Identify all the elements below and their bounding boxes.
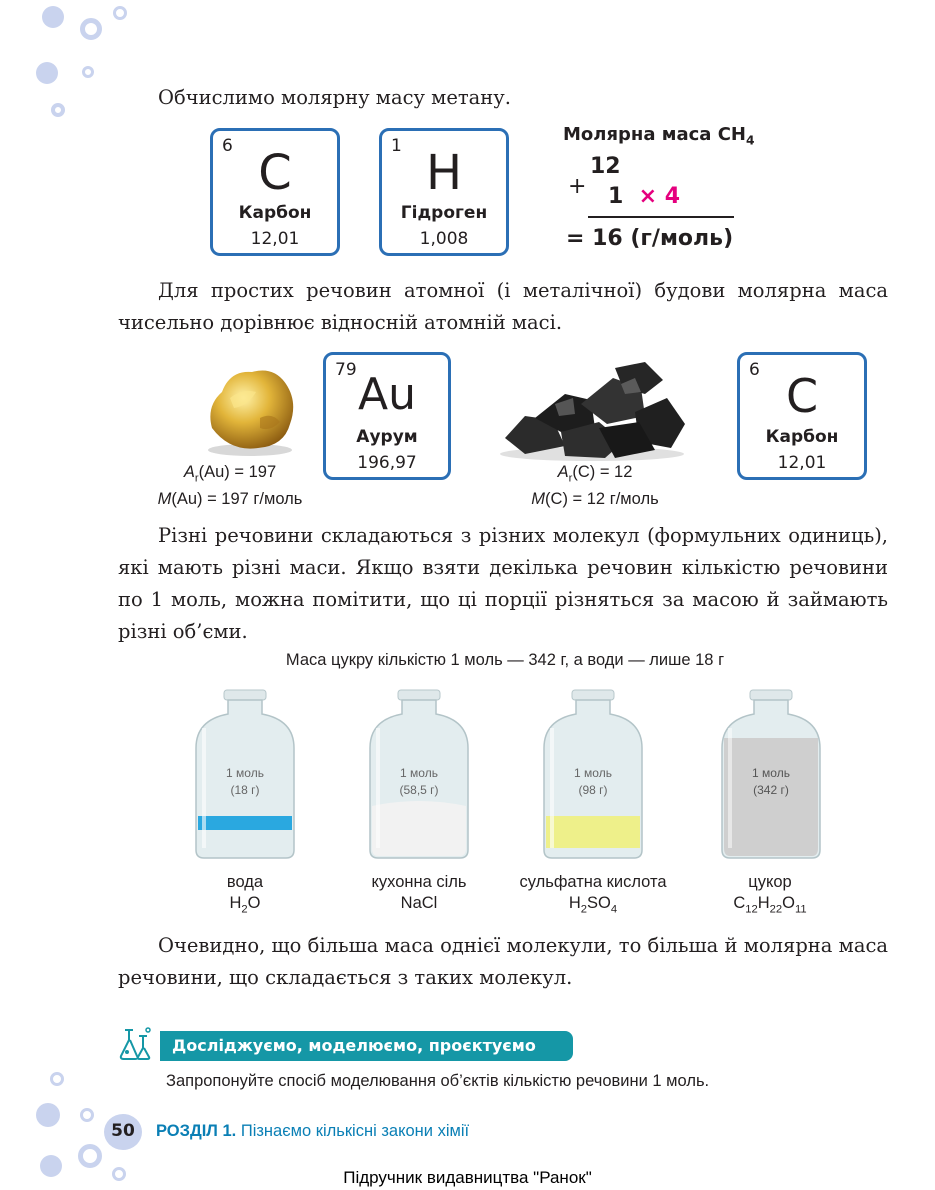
intro-text: Обчислимо молярну масу метану. [158, 86, 511, 109]
gold-relative-mass: $A_r(Au) = 197$ [183, 463, 277, 485]
element-name: Гідроген [400, 203, 488, 223]
gold-nugget-image [200, 358, 300, 458]
dot [82, 66, 94, 78]
substance-name: вода [226, 873, 264, 891]
element-symbol: C [258, 145, 292, 201]
gold-caption [130, 462, 330, 510]
bottle-sugar-label-bottom: (342 г) [753, 783, 789, 797]
bottle-salt-label-top: 1 моль [400, 766, 438, 780]
section-footer [156, 1122, 469, 1141]
carbon-relative-mass: $A_r(C) = 12$ [557, 463, 633, 485]
page-number-badge [104, 1114, 142, 1150]
bottle-caption-salt [334, 872, 504, 914]
research-banner-title: Досліджуємо, моделюємо, проєктуємо [172, 1036, 536, 1055]
element-symbol: Au [358, 369, 416, 420]
dot [80, 1108, 94, 1122]
bottle-caption-water [170, 872, 320, 920]
bottle-acid-label-top: 1 моль [574, 766, 612, 780]
dot [36, 1103, 60, 1127]
substance-formula: $H_2O$ [229, 894, 261, 916]
element-tile-hydrogen [379, 128, 509, 256]
dot [113, 6, 127, 20]
substance-formula: $H_2SO_4$ [568, 894, 618, 916]
dot [50, 1072, 64, 1086]
atomic-number: 6 [222, 136, 233, 156]
atomic-number: 1 [391, 136, 402, 156]
substance-name: сульфатна кислота [519, 873, 667, 891]
carbon-molar-mass: M(C) = 12 г/моль [531, 490, 659, 509]
element-name: Карбон [765, 427, 839, 447]
element-symbol: H [425, 145, 463, 201]
element-name: Аурум [356, 427, 418, 447]
sum-line [588, 216, 734, 218]
bottle-acid-label-bottom: (98 г) [578, 783, 608, 797]
substance-name: цукор [748, 873, 792, 891]
bottle-water-label-top: 1 моль [226, 766, 264, 780]
molar-mass-result: = 16 (г/моль) [566, 226, 734, 251]
paragraph-different-substances: Різні речовини складаються з різних молекул (формульних одиниць), які мають різні маси. Якщо взяти декілька речовин кількістю речовини по 1 моль, можна помітити, що ці порції різняться за масою й займають різні об’єми. [118, 524, 888, 643]
bottle-sugar-label-top: 1 моль [752, 766, 790, 780]
atomic-number: 6 [749, 360, 760, 380]
substance-formula: $C_{12}H_{22}O_{11}$ [733, 894, 807, 916]
section-label: РОЗДІЛ 1. [156, 1122, 237, 1140]
research-task: Запропонуйте спосіб моделювання об’єктів кількістю речовини 1 моль. [166, 1072, 710, 1090]
gold-molar-mass: M(Au) = 197 г/моль [157, 490, 303, 509]
element-symbol: C [785, 369, 819, 423]
element-tile-carbon [210, 128, 340, 256]
dot [51, 103, 65, 117]
coal-pile-image [495, 358, 690, 463]
atomic-number: 79 [335, 360, 357, 380]
plus-sign: + [568, 174, 587, 199]
bottle-salt-label-bottom: (58,5 г) [399, 783, 439, 797]
molar-mass-title: Молярна маса $CH_4$ [563, 124, 755, 148]
bottle-water-label-bottom: (18 г) [230, 783, 260, 797]
element-tile-carbon-2 [737, 352, 867, 480]
bottle-caption-acid [498, 872, 688, 920]
paragraph-conclusion: Очевидно, що більша маса однієї молекули, то більша й молярна маса речовини, що складається з таких молекул. [118, 934, 888, 989]
substance-name: кухонна сіль [371, 873, 467, 891]
substance-formula: NaCl [400, 894, 438, 912]
addend-12: 12 [590, 154, 621, 179]
dot [78, 1144, 102, 1168]
section-title: Пізнаємо кількісні закони хімії [240, 1122, 470, 1140]
element-name: Карбон [238, 203, 312, 223]
element-tile-gold [323, 352, 451, 480]
page-number: 50 [111, 1121, 135, 1141]
publisher-footer: Підручник видавництва "Ранок" [343, 1168, 592, 1187]
atomic-mass: 12,01 [777, 453, 827, 473]
coal-caption [510, 462, 680, 510]
paragraph-simple-substances: Для простих речовин атомної (і металічної) будови молярна маса чисельно дорівнює відносній атомній масі. [118, 279, 888, 334]
research-banner [160, 1031, 573, 1061]
atomic-mass: 1,008 [419, 229, 469, 249]
dot [36, 62, 58, 84]
atomic-mass: 12,01 [250, 229, 300, 249]
dot [42, 6, 64, 28]
dot [80, 18, 102, 40]
bottle-caption-sugar [690, 872, 850, 920]
atomic-mass: 196,97 [357, 453, 417, 473]
flask-icon [117, 1026, 153, 1062]
figure-caption: Маса цукру кількістю 1 моль — 342 г, а води — лише 18 г [285, 651, 725, 669]
addend-1x4: 1 × 4 [608, 184, 681, 209]
